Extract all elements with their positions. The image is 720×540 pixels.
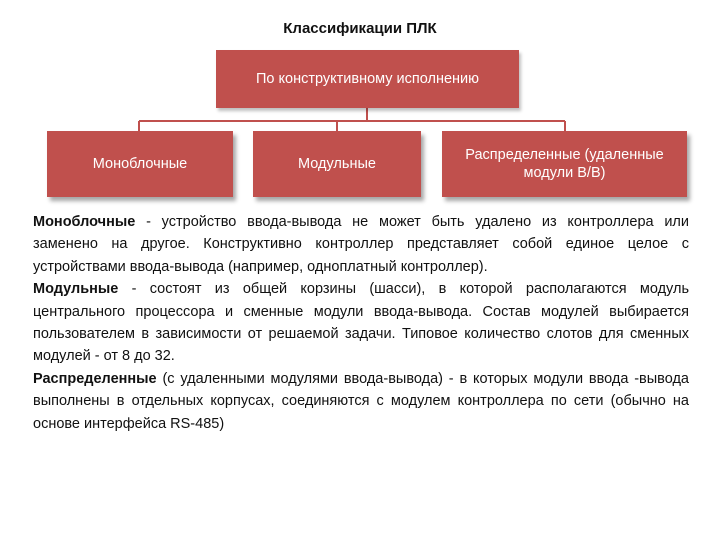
child-node-modular <box>253 131 421 197</box>
description-text: (с удаленными модулями ввода-вывода) - в которых модули ввода -вывода выполнены в отдельных корпусах, соединяются с модулем контроллера по сети (обычно на основе интерфейса RS-485) <box>33 370 689 432</box>
diagram-title: Классификации ПЛК <box>283 20 437 37</box>
description-paragraph-modular <box>33 278 689 368</box>
child-node-monoblock <box>47 131 233 197</box>
child-node-distributed <box>442 131 687 197</box>
description-paragraph-monoblock <box>33 211 689 278</box>
child-node-label: Распределенные (удаленные модули В/В) <box>465 147 664 181</box>
description-text: - устройство ввода-вывода не может быть удалено из контроллера или заменено на другое. Конструктивно контроллер представляет собой единое целое с устройствами ввода-вывода (например, одноплатный контроллер). <box>33 214 689 275</box>
description-term: Распределенные <box>33 370 157 387</box>
description-text: - состоят из общей корзины (шасси), в которой располагаются модуль центрального процессора и сменные модули ввода-вывода. Состав модулей выбирается пользователем в зависимости от решаемой задачи. Типовое количество слотов для сменных модулей - от 8 до 32. <box>33 281 689 365</box>
root-node <box>216 50 519 108</box>
child-node-label: Модульные <box>298 156 376 172</box>
description-block <box>33 211 689 435</box>
description-term: Модульные <box>33 281 119 298</box>
description-paragraph-distributed <box>33 368 689 435</box>
description-term: Моноблочные <box>33 214 136 230</box>
child-node-label: Моноблочные <box>92 156 188 172</box>
root-node-label: По конструктивному исполнению <box>255 71 480 87</box>
